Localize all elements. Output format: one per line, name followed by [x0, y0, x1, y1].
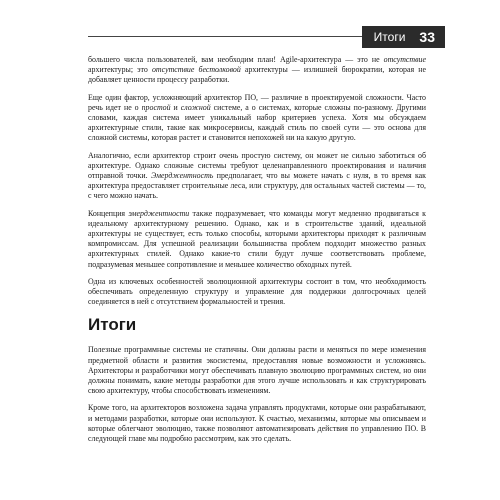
text-run: предполагает, что вы можете начать с нуля, в то время как архитектура предоставляет строительные леса, или структуру, для остальных частей системы — то, с чего можно начать.: [88, 171, 427, 201]
header-tab: [362, 26, 445, 48]
paragraph: [88, 55, 426, 86]
summary-paragraph: Полезные программные системы не статичны. Они должны расти и меняться по мере изменения предметной области и развития экосистемы, предоставляя новые возможности и усложняясь. Архитекторы и разработчики могут обеспечивать плавную эволюцию программных систем, но они должны понимать, какие методы разработки для этого лучше использовать и как структурировать свою архитектуру, чтобы способствовать изменениям.: [88, 345, 426, 396]
paragraph: [88, 93, 426, 144]
emphasis: Эмерджентность: [150, 171, 214, 181]
emphasis: отсутствие: [383, 55, 426, 64]
text-run: и: [170, 102, 181, 112]
section-heading: Итоги: [88, 315, 137, 335]
page-number: 33: [419, 29, 435, 45]
running-section-title: Итоги: [373, 30, 406, 44]
emphasis: простой: [141, 102, 171, 112]
paragraph: [88, 277, 426, 308]
text-run: Концепция: [88, 208, 129, 218]
text-run: большего числа пользователей, вам необходим план! Agile-архитектура — это не: [88, 55, 384, 64]
page-header: [0, 0, 500, 48]
paragraph: [88, 151, 426, 202]
summary-paragraph: Кроме того, на архитекторов возложена задача управлять продуктами, которые они разрабатывают, и методами разработки, которые они используют. К счастью, механизмы, которые мы описываем и которые облегчают эволюцию, также позволяют автоматизировать действия по управлению ПО. В следующей главе мы подробно рассмотрим, как это сделать.: [88, 403, 426, 444]
emphasis: эмерджентности: [128, 208, 190, 218]
page-body: [88, 55, 426, 451]
text-run: архитектуры — излишней бюрократии, которая не добавляет ценности процессу разработки.: [88, 65, 426, 85]
paragraph: [88, 209, 426, 270]
text-run: системе, а о системах, которые сложны по-разному. Другими словами, каждая система имеет уникальный набор критериев успеха. Хотя мы обсуждаем архитектурные стили, такие как микросервисы, каждый стиль по своей сути — это основа для сложной системы, которая растет и становится непохожей ни на какую другую.: [88, 102, 426, 143]
text-run: архитектуры; это: [88, 65, 152, 75]
emphasis: отсутствие бестолковой: [151, 65, 241, 75]
text-run: Еще один фактор, усложняющий архитектор ПО, — различие в проектируемой сложности. Часто речь идет не о: [88, 92, 426, 112]
text-run: также подразумевает, что команды могут медленно продвигаться к идеальному архитектурному решению. Однако, как и в строительстве зданий, идеальной архитектуры не существует, есть только способы, которыми архитекторы приходят к различным компромиссам. Для успешной реализации большинства проблем подходит множество разных архитектурных стилей. Однако какие-то стили будут лучше соответствовать проблеме, подразумевая меньшее сопротивление и меньшее количество обходных путей.: [88, 208, 426, 269]
text-run: Одна из ключевых особенностей эволюционной архитектуры состоит в том, что необходимость обеспечивать определенную структуру и управление для поддержки долгосрочных целей соединяется в ней с отсутствием формальностей и трения.: [88, 276, 426, 307]
emphasis: сложной: [180, 102, 211, 112]
text-run: Аналогично, если архитектор строит очень простую систему, он может не сильно заботиться об архитектуре. Однако сложные системы требуют целенаправленного проектирования и наличия отправной точки.: [88, 150, 426, 181]
